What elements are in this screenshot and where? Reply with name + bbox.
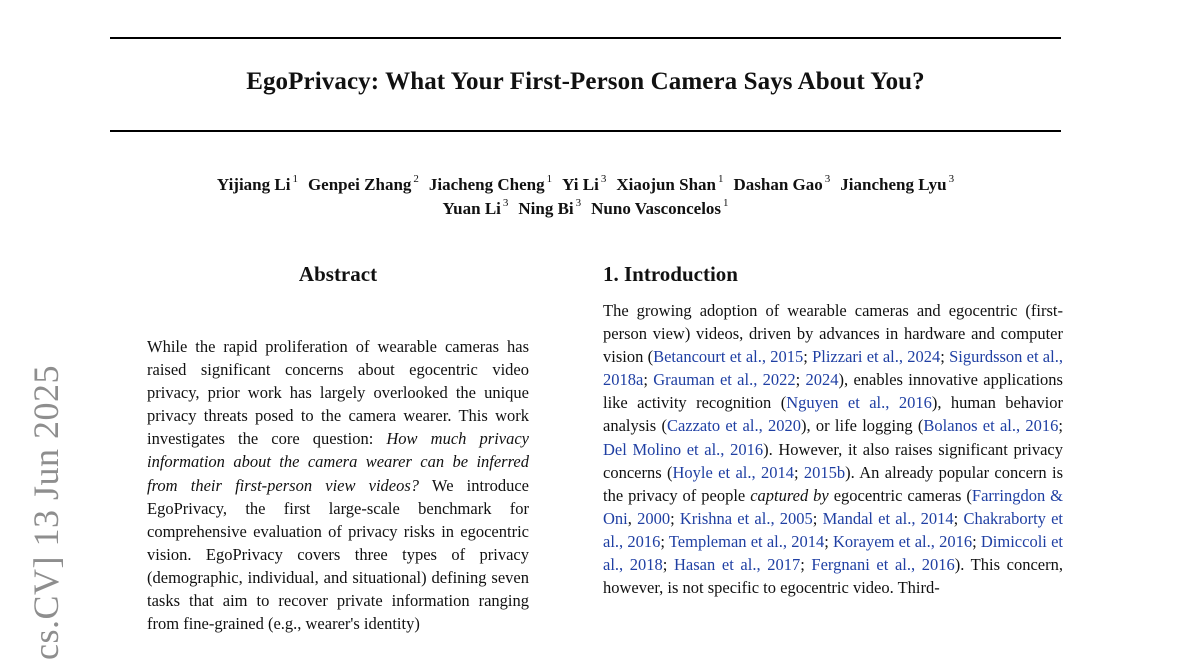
author-name-text: Yuan Li	[442, 198, 501, 218]
intro-text: ), enables innovative applications like activity recognition (	[603, 370, 1063, 413]
citation-link[interactable]: 2000	[637, 508, 671, 528]
intro-text: ), human behavior analysis (	[603, 393, 1063, 436]
author-name	[308, 175, 419, 194]
intro-text: ;	[795, 370, 806, 390]
intro-text: The growing adoption of wearable cameras and egocentric (first-person view) videos, driven by advances in hardware and computer vision (	[603, 301, 1063, 367]
author-name	[734, 175, 831, 194]
intro-text: ). However, it also raises significant privacy concerns (	[603, 439, 1064, 482]
abstract-body	[147, 335, 529, 635]
title-rule-top	[110, 37, 1061, 39]
intro-text: ). This concern, however, is not specific to egocentric video. Third-	[603, 555, 1063, 598]
citation-link[interactable]: Mandal et al., 2014	[822, 508, 954, 528]
author-name	[217, 175, 298, 194]
citation-link[interactable]: Cazzato et al., 2020	[666, 416, 801, 436]
citation-link[interactable]: Chakraborty et al., 2016	[603, 508, 1064, 551]
author-affiliation-mark: 1	[292, 173, 298, 185]
intro-text: ;	[953, 508, 964, 528]
citation-link[interactable]: Betancourt et al., 2015	[653, 347, 804, 367]
citation-link[interactable]: Del Molino et al., 2016	[603, 439, 764, 459]
abstract-heading: Abstract	[298, 262, 378, 286]
citation-link[interactable]: Farringdon & Oni	[603, 485, 1064, 528]
title-rule-bottom	[110, 130, 1061, 132]
intro-text: ;	[972, 531, 981, 551]
intro-text: egocentric cameras (	[828, 485, 972, 505]
intro-text: ). An already popular concern is the privacy of people	[603, 462, 1064, 505]
author-affiliation-mark: 3	[575, 197, 582, 209]
citation-link[interactable]: Sigurdsson et al., 2018a	[603, 347, 1063, 390]
intro-text: ;	[643, 370, 654, 390]
citation-link[interactable]: 2024	[805, 370, 839, 390]
intro-text: ), or life logging (	[801, 416, 924, 436]
author-affiliation-mark: 3	[948, 173, 955, 185]
intro-text: ;	[1058, 416, 1064, 436]
abstract-research-question: How much privacy information about the camera wearer can be inferred from their first-person view videos?	[147, 429, 529, 495]
intro-text: ;	[660, 531, 669, 551]
citation-link[interactable]: Hasan et al., 2017	[674, 555, 801, 575]
intro-text: ;	[793, 462, 804, 482]
author-name-text: Dashan Gao	[733, 174, 823, 194]
author-name-text: Ning Bi	[518, 198, 574, 218]
author-name-text: Jiancheng Lyu	[840, 174, 947, 194]
author-name-text: Genpei Zhang	[307, 174, 412, 194]
introduction-heading: 1. Introduction	[603, 262, 738, 286]
intro-text: ;	[803, 347, 813, 367]
author-name-text: Xiaojun Shan	[616, 174, 716, 194]
author-name-text: Yi Li	[562, 174, 599, 194]
citation-link[interactable]: Plizzari et al., 2024	[812, 347, 941, 367]
intro-text: ;	[800, 555, 812, 575]
author-affiliation-mark: 1	[546, 173, 553, 185]
author-name-text: Jiacheng Cheng	[428, 174, 545, 194]
citation-link[interactable]: Fergnani et al., 2016	[811, 555, 955, 575]
arxiv-stamp: cs.CV] 13 Jun 2025	[26, 365, 66, 660]
citation-link[interactable]: Krishna et al., 2005	[679, 508, 813, 528]
citation-link[interactable]: Nguyen et al., 2016	[786, 393, 932, 413]
abstract-text-1: While the rapid proliferation of wearable cameras has raised significant concerns about egocentric video privacy, prior work has largely overlooked the unique privacy threats posed to the camera wearer. This work investigates the core question:	[147, 337, 529, 449]
intro-text: ;	[670, 508, 680, 528]
introduction-body	[603, 299, 1063, 599]
intro-text: ,	[627, 508, 638, 528]
author-name-text: Nuno Vasconcelos	[591, 198, 722, 218]
author-affiliation-mark: 3	[502, 197, 509, 209]
author-name	[616, 175, 723, 194]
author-list-row-1	[110, 174, 1061, 195]
intro-emphasis: captured by	[750, 485, 829, 505]
author-name	[442, 199, 508, 218]
citation-link[interactable]: Bolanos et al., 2016	[923, 416, 1059, 436]
author-affiliation-mark: 2	[413, 173, 419, 185]
author-name	[518, 199, 581, 218]
citation-link[interactable]: Korayem et al., 2016	[833, 531, 973, 551]
abstract-text-2: We introduce EgoPrivacy, the first large-scale benchmark for comprehensive evaluation of privacy risks in egocentric vision. EgoPrivacy covers three types of privacy (demographic, individual, and situational) defining seven tasks that aim to recover private information ranging from fine-grained (e.g., wearer's identity)	[147, 475, 529, 634]
citation-link[interactable]: 2015b	[803, 462, 846, 482]
author-name-text: Yijiang Li	[216, 174, 291, 194]
citation-link[interactable]: Dimiccoli et al., 2018	[603, 531, 1063, 575]
author-affiliation-mark: 1	[723, 197, 729, 209]
author-name	[429, 175, 552, 194]
author-affiliation-mark: 3	[600, 173, 607, 185]
intro-text: ;	[824, 531, 834, 551]
author-affiliation-mark: 1	[718, 173, 724, 185]
intro-text: ;	[662, 555, 675, 575]
paper-title: EgoPrivacy: What Your First-Person Camera Says About You?	[246, 68, 925, 95]
author-name	[840, 175, 954, 194]
author-name	[591, 199, 728, 218]
intro-text: ;	[940, 347, 950, 367]
intro-text: ;	[812, 508, 823, 528]
author-affiliation-mark: 3	[824, 173, 831, 185]
citation-link[interactable]: Hoyle et al., 2014	[672, 462, 794, 482]
citation-link[interactable]: Templeman et al., 2014	[668, 531, 825, 551]
citation-link[interactable]: Grauman et al., 2022	[653, 370, 796, 390]
author-list-row-2	[110, 198, 1061, 219]
author-name	[562, 175, 606, 194]
